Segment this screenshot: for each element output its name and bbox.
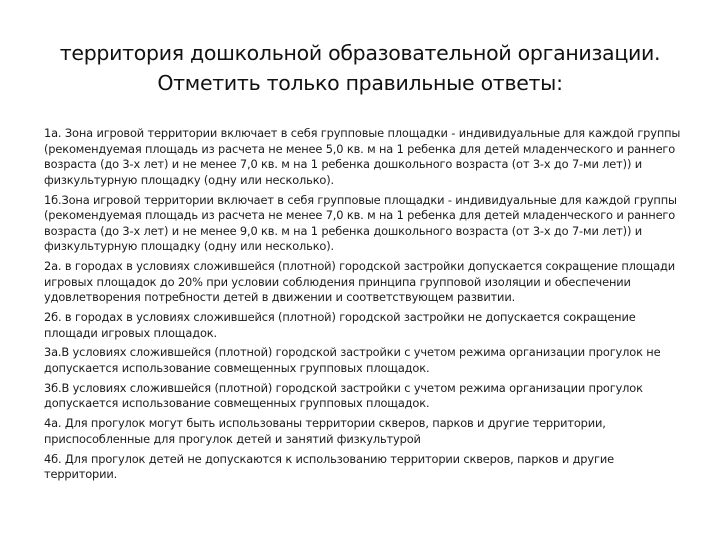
answer-option-line: физкультурную площадку (одну или несколько). <box>44 239 335 254</box>
answer-option-line: возраста (до 3-х лет) и не менее 9,0 кв. м на 1 ребенка дошкольного возраста (от 3-х до 7-ми лет)) и <box>44 223 642 238</box>
answer-option-line: физкультурную площадку (одну или несколько). <box>44 172 335 187</box>
answer-option <box>44 345 684 376</box>
answer-option-line: 1б.Зона игровой территории включает в себя групповые площадки - индивидуальные для каждой группы <box>44 192 677 207</box>
answer-option <box>44 381 684 412</box>
answer-option-line: 4а. Для прогулок могут быть использованы территории скверов, парков и другие территории, <box>44 416 606 431</box>
answer-option-line: допускается использование совмещенных групповых площадок. <box>44 396 430 411</box>
answer-option-line: (рекомендуемая площадь из расчета не менее 7,0 кв. м на 1 ребенка для детей младенческого и раннего <box>44 208 676 223</box>
answer-option-line: площади игровых площадок. <box>44 325 217 340</box>
title-line-2: Отметить только правильные ответы: <box>157 71 563 95</box>
slide-title <box>20 38 700 98</box>
answer-option <box>44 193 684 255</box>
answer-option-line: возраста (до 3-х лет) и не менее 7,0 кв. м на 1 ребенка дошкольного возраста (от 3-х до 7-ми лет)) и <box>44 157 642 172</box>
answer-option-line: 3б.В условиях сложившейся (плотной) городской застройки с учетом режима организации прогулок <box>44 380 643 395</box>
answer-option-line: 2б. в городах в условиях сложившейся (плотной) городской застройки не допускается сокращение <box>44 310 636 325</box>
answer-option-line: допускается использование совмещенных групповых площадок. <box>44 361 430 376</box>
answer-option-line: приспособленные для прогулок детей и занятий физкультурой <box>44 431 421 446</box>
answer-option <box>44 416 684 447</box>
answer-option-line: территории. <box>44 467 118 482</box>
answer-option-line: игровых площадок до 20% при условии соблюдения принципа групповой изоляции и обеспечении <box>44 274 631 289</box>
answer-options-list <box>44 126 684 487</box>
answer-option-line: (рекомендуемая площадь из расчета не менее 5,0 кв. м на 1 ребенка для детей младенческого и раннего <box>44 141 676 156</box>
answer-option <box>44 310 684 341</box>
title-line-1: территория дошкольной образовательной организации. <box>59 41 661 65</box>
answer-option-line: 2а. в городах в условиях сложившейся (плотной) городской застройки допускается сокращение площади <box>44 259 676 274</box>
answer-option <box>44 126 684 188</box>
answer-option-line: 3а.В условиях сложившейся (плотной) городской застройки с учетом режима организации прогулок не <box>44 345 661 360</box>
answer-option-line: удовлетворения потребности детей в движении и соответствующем развитии. <box>44 290 516 305</box>
answer-option <box>44 259 684 306</box>
answer-option-line: 1а. Зона игровой территории включает в себя групповые площадки - индивидуальные для каждой группы <box>44 126 681 140</box>
answer-option-line: 4б. Для прогулок детей не допускаются к использованию территории скверов, парков и другие <box>44 451 614 466</box>
answer-option <box>44 452 684 483</box>
